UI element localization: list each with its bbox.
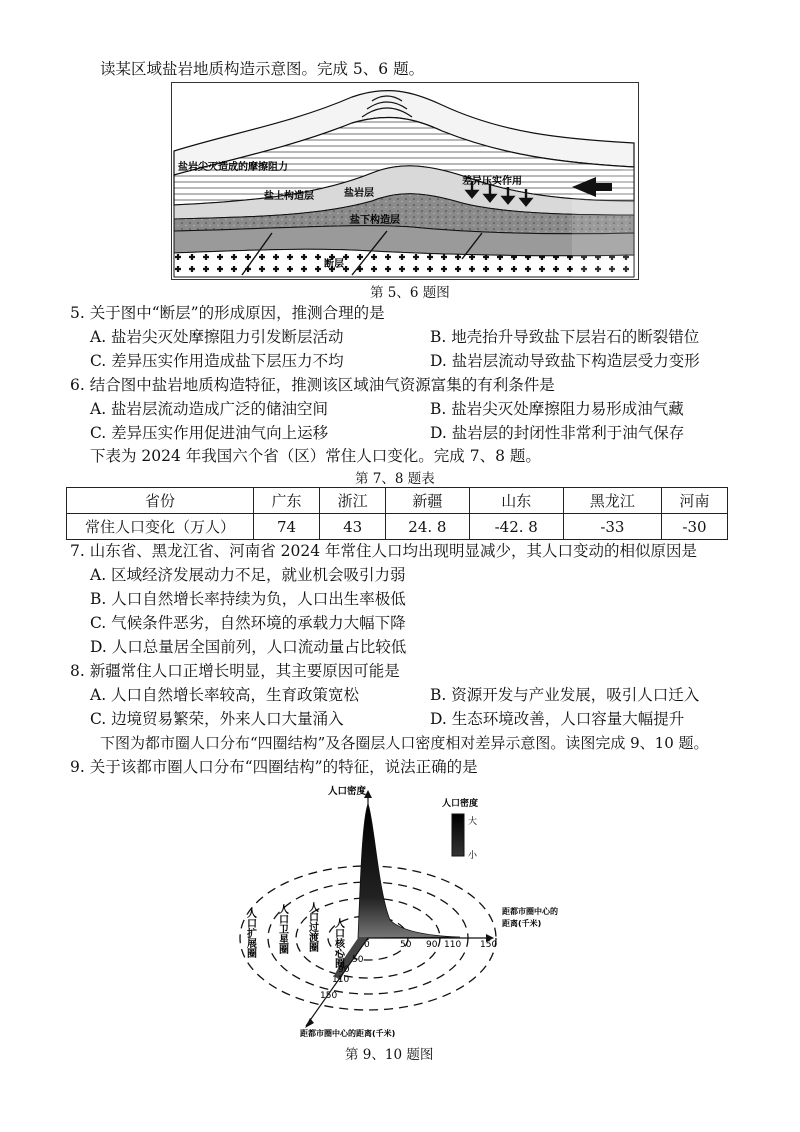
q5-stem: 5. 关于图中“断层”的形成原因，推测合理的是 bbox=[70, 304, 385, 322]
population-density-figure bbox=[230, 780, 590, 1042]
label-salt-layer: 盐岩层 bbox=[344, 188, 374, 199]
q7-option-a[interactable]: A. 区域经济发展动力不足，就业机会吸引力弱 bbox=[90, 566, 406, 584]
province-cell: 广东 bbox=[254, 488, 320, 514]
q7-option-c[interactable]: C. 气候条件恶劣，自然环境的承载力大幅下降 bbox=[90, 614, 406, 632]
value-cell: 24. 8 bbox=[386, 514, 469, 540]
value-cell: 43 bbox=[320, 514, 386, 540]
x-tick: 50 bbox=[400, 940, 412, 950]
province-cell: 河南 bbox=[661, 488, 727, 514]
value-cell: -42. 8 bbox=[469, 514, 563, 540]
row-label: 常住人口变化（万人） bbox=[67, 514, 254, 540]
q6-option-b[interactable]: B. 盐岩尖灭处摩擦阻力易形成油气藏 bbox=[430, 400, 684, 418]
intro-q9-10: 下图为都市圈人口分布“四圈结构”及各圈层人口密度相对差异示意图。读图完成 9、10 题。 bbox=[100, 734, 709, 752]
z-tick: 50 bbox=[352, 955, 364, 965]
z-tick: 90 bbox=[338, 965, 350, 975]
x-tick: 150 bbox=[480, 940, 498, 950]
q5-option-d[interactable]: D. 盐岩层流动导致盐下构造层受力变形 bbox=[430, 352, 700, 370]
ring-label-transition: 人口过渡圈 bbox=[306, 902, 318, 952]
intro-q5-6: 读某区域盐岩地质构造示意图。完成 5、6 题。 bbox=[100, 60, 425, 78]
header-label: 省份 bbox=[67, 488, 254, 514]
ring-label-satellite: 人口卫星圈 bbox=[276, 904, 288, 954]
province-cell: 新疆 bbox=[386, 488, 469, 514]
value-cell: 74 bbox=[254, 514, 320, 540]
q5-option-c[interactable]: C. 差异压实作用造成盐下层压力不均 bbox=[90, 352, 344, 370]
label-fault: 断层 bbox=[324, 259, 344, 270]
label-lower-layer: 盐下构造层 bbox=[350, 215, 400, 226]
table-caption: 第 7、8 题表 bbox=[355, 471, 435, 487]
q7-option-b[interactable]: B. 人口自然增长率持续为负，人口出生率极低 bbox=[90, 590, 406, 608]
table-header-row bbox=[67, 488, 728, 514]
fig2-caption: 第 9、10 题图 bbox=[345, 1047, 434, 1063]
x-tick: 0 bbox=[364, 940, 370, 950]
x-tick: 90 bbox=[426, 940, 438, 950]
legend-gradient-bar bbox=[452, 814, 464, 856]
q7-stem: 7. 山东省、黑龙江省、河南省 2024 年常住人口均出现明显减少，其人口变动的相似原因是 bbox=[70, 542, 698, 560]
population-density-diagram bbox=[230, 780, 590, 1042]
province-cell: 山东 bbox=[469, 488, 563, 514]
q8-option-d[interactable]: D. 生态环境改善，人口容量大幅提升 bbox=[430, 710, 685, 728]
province-cell: 浙江 bbox=[320, 488, 386, 514]
fig1-caption: 第 5、6 题图 bbox=[370, 285, 450, 301]
intro-q7-8: 下表为 2024 年我国六个省（区）常住人口变化。完成 7、8 题。 bbox=[90, 447, 541, 465]
y-axis-label: 人口密度 bbox=[328, 786, 367, 797]
z-tick: 150 bbox=[320, 991, 338, 1001]
salt-rock-geology-figure bbox=[171, 82, 639, 280]
q5-option-b[interactable]: B. 地壳抬升导致盐下层岩石的断裂错位 bbox=[430, 328, 700, 346]
q8-option-a[interactable]: A. 人口自然增长率较高，生育政策宽松 bbox=[90, 686, 360, 704]
province-cell: 黑龙江 bbox=[563, 488, 661, 514]
q7-option-d[interactable]: D. 人口总量居全国前列，人口流动量占比较低 bbox=[90, 638, 407, 656]
z-axis-label: 距都市圈中心的距离(千米) bbox=[300, 1029, 396, 1038]
q6-stem: 6. 结合图中盐岩地质构造特征，推测该区域油气资源富集的有利条件是 bbox=[70, 376, 555, 394]
table-value-row bbox=[67, 514, 728, 540]
q5-option-a[interactable]: A. 盐岩尖灭处摩擦阻力引发断层活动 bbox=[90, 328, 344, 346]
x-axis-label-line1: 距都市圈中心的 bbox=[502, 907, 558, 916]
label-differential-compaction: 差异压实作用 bbox=[462, 176, 522, 187]
legend-high: 大 bbox=[468, 817, 478, 827]
label-upper-layer: 盐上构造层 bbox=[264, 191, 314, 202]
q8-option-b[interactable]: B. 资源开发与产业发展，吸引人口迁入 bbox=[430, 686, 700, 704]
value-cell: -33 bbox=[563, 514, 661, 540]
ring-label-expansion: 人口扩展圈 bbox=[244, 908, 256, 958]
salt-rock-diagram bbox=[172, 83, 638, 279]
q6-option-a[interactable]: A. 盐岩层流动造成广泛的储油空间 bbox=[90, 400, 329, 418]
q8-stem: 8. 新疆常住人口正增长明显，其主要原因可能是 bbox=[70, 662, 400, 680]
x-axis-label-line2: 距离(千米) bbox=[502, 919, 542, 928]
x-tick: 110 bbox=[444, 940, 462, 950]
q6-option-d[interactable]: D. 盐岩层的封闭性非常利于油气保存 bbox=[430, 424, 685, 442]
legend-title: 人口密度 bbox=[442, 799, 479, 809]
q6-option-c[interactable]: C. 差异压实作用促进油气向上运移 bbox=[90, 424, 329, 442]
population-change-table bbox=[66, 487, 728, 540]
value-cell: -30 bbox=[661, 514, 727, 540]
x-axis-ticks bbox=[364, 940, 497, 950]
z-tick: 110 bbox=[332, 975, 350, 985]
q8-option-c[interactable]: C. 边境贸易繁荣，外来人口大量涌入 bbox=[90, 710, 344, 728]
legend-low: 小 bbox=[468, 851, 478, 861]
ring-label-core: 人口核心圈 bbox=[332, 918, 344, 968]
q9-stem: 9. 关于该都市圈人口分布“四圈结构”的特征，说法正确的是 bbox=[70, 758, 478, 776]
label-friction: 盐岩尖灭造成的摩擦阻力 bbox=[178, 162, 288, 173]
